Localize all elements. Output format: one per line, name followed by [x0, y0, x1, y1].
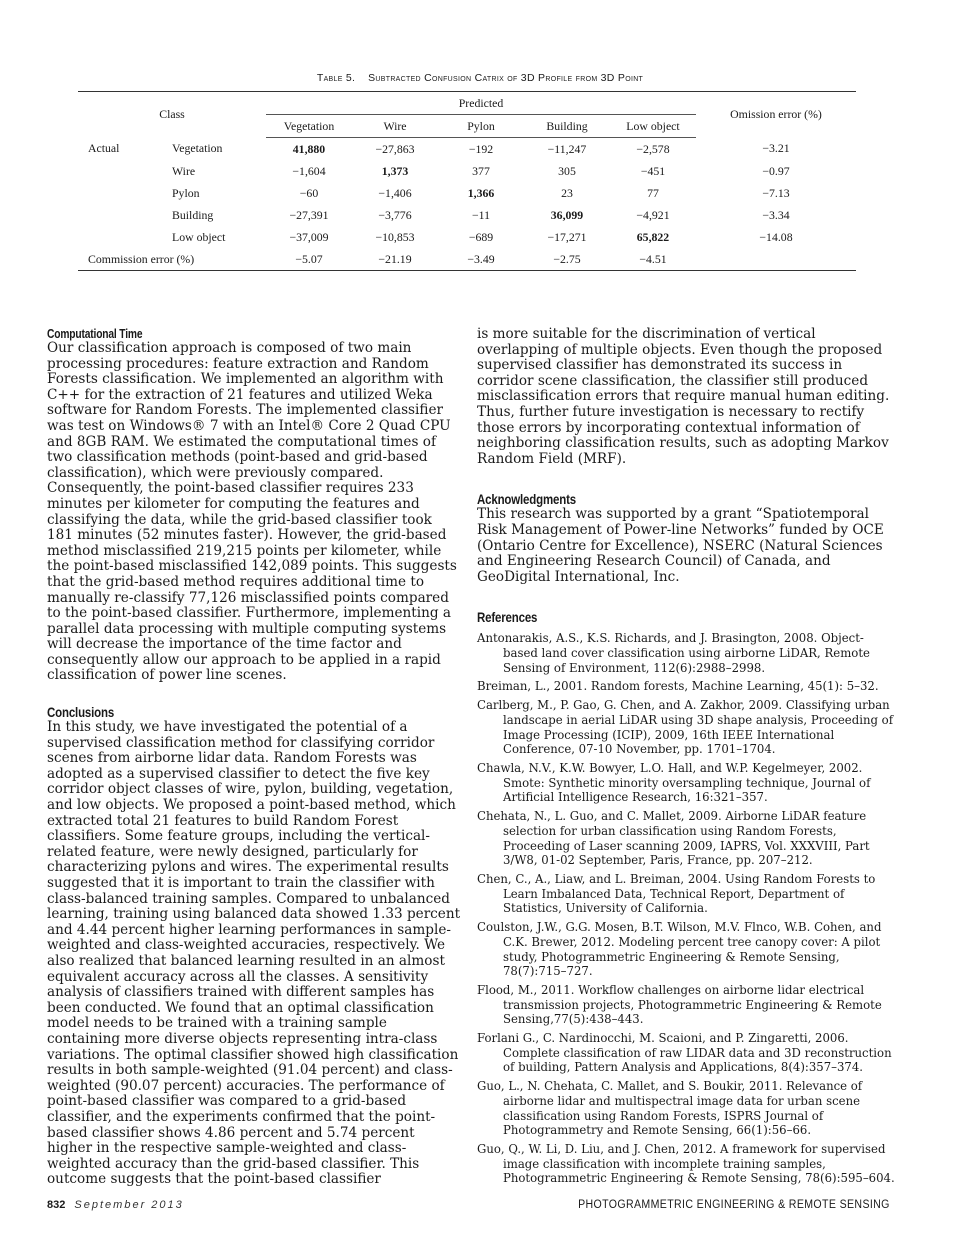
column-header: Pylon: [438, 115, 524, 138]
reference-item: Guo, L., N. Chehata, C. Mallet, and S. Boukir, 2011. Relevance of airborne lidar and multispectral image data for urban scene classification using Random Forests, ISPRS Journal of Photogrammetry and Remote Sensing, 66(1):56–66.: [477, 1079, 863, 1138]
table-cell: −11: [471, 207, 490, 222]
omission-cell: −0.97: [762, 163, 790, 178]
commission-cell: −21.19: [352, 248, 438, 271]
table-cell: −192: [468, 141, 494, 156]
table-cell: −2,578: [636, 141, 670, 156]
computational-time-heading: Computational Time: [47, 327, 143, 341]
row-label: Vegetation: [172, 141, 223, 156]
conclusions-heading: Conclusions: [47, 704, 115, 721]
commission-cell: −4.51: [610, 248, 696, 271]
reference-item: Flood, M., 2011. Workflow challenges on airborne lidar electrical transmission projects, Photogrammetric Engineering & Remote Sensing,77(5):438–443.: [477, 983, 882, 1027]
reference-item: Guo, Q., W. Li, D. Liu, and J. Chen, 2012. A framework for supervised image classification with incomplete training samples, Photogrammetric Engineering & Remote Sensing, 78(6):595–604.: [477, 1142, 895, 1186]
row-label: Wire: [172, 163, 196, 178]
actual-label: Actual: [88, 141, 120, 156]
table-cell: 1,373: [381, 163, 409, 178]
table-cell: 65,822: [636, 229, 670, 244]
confusion-matrix-table: [78, 91, 856, 271]
journal-name: PHOTOGRAMMETRIC ENGINEERING & REMOTE SENSING: [578, 1199, 890, 1211]
references-list: [477, 631, 897, 1186]
reference-item: Coulston, J.W., G.G. Mosen, B.T. Wilson, M.V. Flnco, W.B. Cohen, and C.K. Brewer, 2012. Modeling percent tree canopy cover: A pilot study, Photogrammetric Engineering & Remote Sensing, 78(7):715–727.: [477, 920, 882, 979]
table-cell: −4,921: [636, 207, 670, 222]
omission-cell: −14.08: [759, 229, 793, 244]
row-label: Low object: [172, 229, 226, 244]
row-label: Pylon: [172, 185, 200, 200]
table-cell: −11,247: [547, 141, 587, 156]
issue-date: September 2013: [74, 1199, 184, 1211]
table-cell: −689: [468, 229, 494, 244]
commission-row: [78, 248, 856, 271]
table-caption-label: Table 5.: [316, 72, 356, 84]
table-cell: −10,853: [375, 229, 415, 244]
reference-item: Antonarakis, A.S., K.S. Richards, and J. Brasington, 2008. Object-based land cover classification using airborne LiDAR, Remote Sensing of Environment, 112(6):2988–2998.: [477, 631, 870, 675]
table-cell: −27,863: [375, 141, 415, 156]
table-cell: 41,880: [292, 141, 326, 156]
commission-cell: −5.07: [266, 248, 352, 271]
table-cell: −17,271: [547, 229, 587, 244]
table-cell: 77: [647, 185, 659, 200]
commission-cell: −3.49: [438, 248, 524, 271]
table-cell: −1,604: [292, 163, 326, 178]
omission-cell: −3.34: [762, 207, 790, 222]
table-row: [78, 138, 856, 161]
table-cell: −451: [640, 163, 666, 178]
table-caption-text: Subtracted Confusion Catrix of 3D Profile from 3D Point: [368, 72, 644, 84]
table-caption: [0, 72, 960, 84]
reference-item: Carlberg, M., P. Gao, G. Chen, and A. Zakhor, 2009. Classifying urban landscape in aerial LiDAR using 3D shape analysis, Proceeding of Image Processing (ICIP), 2009, 16th IEEE International Conference, 07-10 November, pp. 1701–1704.: [477, 698, 894, 757]
class-header: Class: [159, 107, 185, 122]
table-cell: −37,009: [289, 229, 329, 244]
table-cell: 36,099: [550, 207, 584, 222]
table-cell: −1,406: [378, 185, 412, 200]
column-header: Wire: [352, 115, 438, 138]
table-cell: −3,776: [378, 207, 412, 222]
table-header-row-1: [78, 92, 856, 115]
column-header: Low object: [610, 115, 696, 138]
reference-item: Breiman, L., 2001. Random forests, Machine Learning, 45(1): 5–32.: [477, 679, 879, 694]
omission-header: Omission error (%): [730, 107, 822, 122]
table-cell: 1,366: [467, 185, 495, 200]
table-row: [78, 226, 856, 248]
table-row: [78, 182, 856, 204]
table-row: [78, 160, 856, 182]
row-label: Building: [172, 207, 214, 222]
page-footer-left: [47, 1199, 184, 1211]
reference-item: Chawla, N.V., K.W. Bowyer, L.O. Hall, and W.P. Kegelmeyer, 2002. Smote: Synthetic minority oversampling technique, Journal of Artificial Intelligence Research, 16:321–357.: [477, 761, 871, 805]
commission-label: Commission error (%): [78, 248, 266, 271]
predicted-header: Predicted: [458, 95, 504, 110]
column-header: Vegetation: [266, 115, 352, 138]
table-cell: 23: [561, 185, 573, 200]
table-cell: 305: [558, 163, 576, 178]
table-cell: −27,391: [289, 207, 329, 222]
omission-cell: −7.13: [762, 185, 790, 200]
table-cell: −60: [299, 185, 319, 200]
left-column: [47, 327, 462, 1188]
page-number: 832: [47, 1199, 66, 1211]
acknowledgments-heading: Acknowledgments: [477, 491, 576, 508]
computational-time-paragraph: Our classification approach is composed of two main processing procedures: feature extraction and Random Forests classification. We implemented an algorithm with C++ for the extraction of 21 features and utilized Weka software for Random Forests. The implemented classifier was test on Windows® 7 with an Intel® Core 2 Quad CPU and 8GB RAM. We estimated the computational times of two classification methods (point-based and grid-based classification), which were previously compared. Consequently, the point-based classifier requires 233 minutes per kilometer for computing the features and classifying the data, while the grid-based classifier took 181 minutes (52 minutes faster). However, the grid-based method misclassified 219,215 points per kilometer, while the point-based misclassified 142,089 points. This suggests that the grid-based method requires additional time to manually re-classify 77,126 misclassified points compared to the point-based classifier. Furthermore, implementing a parallel data processing with multiple computing systems will decrease the importance of the time factor and consequently allow our approach to be applied in a rapid classification of power line scenes.: [47, 340, 457, 684]
omission-cell: −3.21: [762, 141, 790, 156]
table-cell: 377: [472, 163, 490, 178]
conclusions-continued-paragraph: is more suitable for the discrimination of vertical overlapping of multiple objects. Even though the proposed supervised classifier has demonstrated its success in corridor scene classification, the classifier still produced misclassification errors that require manual human editing. Thus, further future investigation is necessary to rectify those errors by incorporating contextual information of neighboring classification results, such as adopting Markov Random Field (MRF).: [477, 326, 890, 467]
column-header: Building: [524, 115, 610, 138]
reference-item: Chen, C., A., Liaw, and L. Breiman, 2004. Using Random Forests to Learn Imbalanced Data, Technical Report, Department of Statistics, University of California.: [477, 872, 876, 916]
references-heading: References: [477, 609, 538, 626]
conclusions-paragraph: In this study, we have investigated the potential of a supervised classification method for classifying corridor scenes from airborne lidar data. Random Forests was adopted as a supervised classifier to detect the five key corridor object classes of wire, pylon, building, vegetation, and low objects. We proposed a point-based method, which extracted total 21 features to build Random Forest classifiers. Some feature groups, including the vertical-related feature, were newly designed, particularly for characterizing pylons and wires. The experimental results suggested that it is important to train the classifier with class-balanced training samples. Compared to unbalanced learning, training using balanced data showed 1.33 percent and 4.44 percent higher learning performances in sample-weighted and class-weighted accuracies, respectively. We also realized that balanced learning resulted in an almost equivalent accuracy across all the classes. A sensitivity analysis of classifiers trained with different samples has been conducted. We found that an optimal classification model needs to be trained with a training sample containing more diverse objects representing intra-class variations. The optimal classifier showed high classification results in both sample-weighted (91.04 percent) and class-weighted (90.07 percent) accuracies. The performance of point-based classifier was compared to a grid-based classifier, and the experiments confirmed that the point-based classifier shows 4.86 percent and 5.74 percent higher in the respective sample-weighted and class-weighted accuracy than the grid-based classifier. This outcome suggests that the point-based classifier: [47, 719, 461, 1188]
table-row: [78, 204, 856, 226]
reference-item: Chehata, N., L. Guo, and C. Mallet, 2009. Airborne LiDAR feature selection for urban classification using Random Forests, Proceeding of Laser scanning 2009, IAPRS, Vol. XXXVIII, Part 3/W8, 01-02 September, Paris, France, pp. 207–212.: [477, 809, 870, 868]
acknowledgments-paragraph: This research was supported by a grant “Spatiotemporal Risk Management of Power-line Networks” funded by OCE (Ontario Centre for Excellence), NSERC (Natural Sciences and Engineering Research Council) of Canada, and GeoDigital International, Inc.: [477, 506, 884, 585]
right-column: [477, 327, 897, 1190]
commission-cell: −2.75: [524, 248, 610, 271]
reference-item: Forlani G., C. Nardinocchi, M. Scaioni, and P. Zingaretti, 2006. Complete classification of raw LIDAR data and 3D reconstruction of building, Pattern Analysis and Applications, 8(4):357–374.: [477, 1031, 892, 1075]
